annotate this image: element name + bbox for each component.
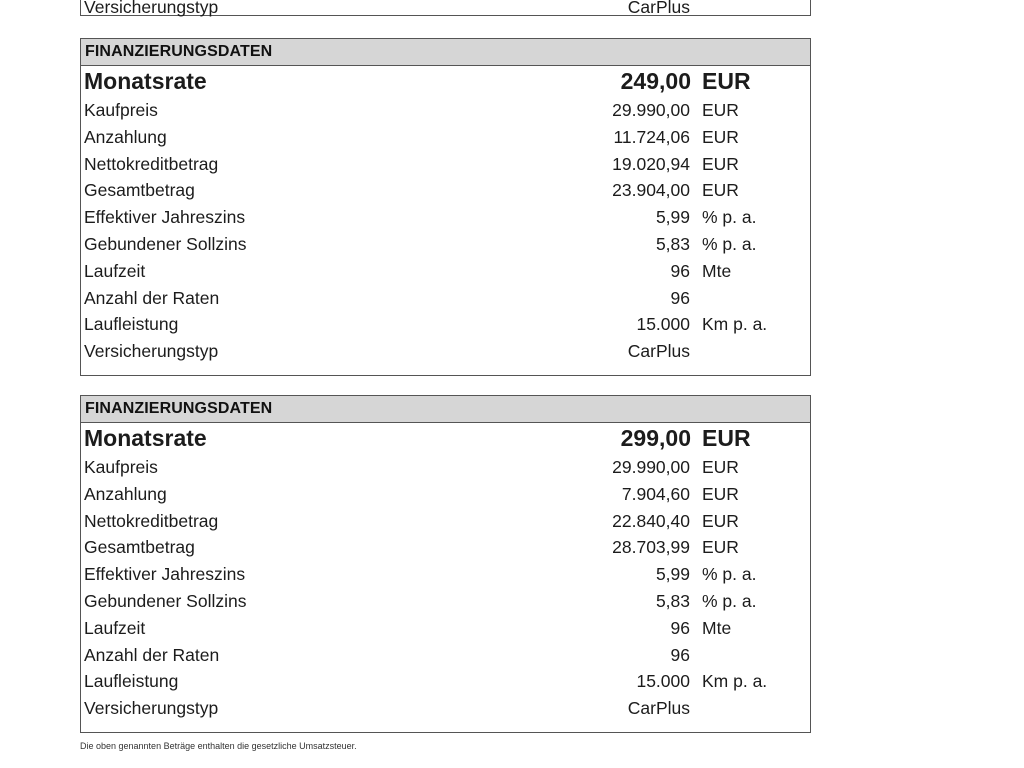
row-label: Anzahlung <box>84 483 167 504</box>
table-row <box>81 311 810 338</box>
row-unit: EUR <box>702 457 739 477</box>
row-unit: EUR <box>702 510 739 531</box>
row-unit: Mte <box>702 260 732 281</box>
table-row <box>81 231 810 258</box>
table-row <box>81 338 810 365</box>
table-row <box>81 695 810 722</box>
row-unit: % p. a. <box>702 590 757 611</box>
table-row <box>81 285 810 312</box>
row-label: Anzahl der Raten <box>84 644 220 665</box>
row-label: Versicherungstyp <box>84 0 219 17</box>
financing-section-1 <box>80 38 811 376</box>
row-value: 19.020,94 <box>612 153 690 174</box>
table-row <box>81 642 810 669</box>
section-header: FINANZIERUNGSDATEN <box>81 396 810 423</box>
previous-financing-table <box>80 0 811 16</box>
row-unit: Km p. a. <box>702 671 768 692</box>
table-row <box>81 481 810 508</box>
row-unit: EUR <box>702 537 739 558</box>
row-unit: EUR <box>702 153 739 174</box>
section-header: FINANZIERUNGSDATEN <box>81 39 810 66</box>
table-row <box>81 124 810 151</box>
row-value: 96 <box>670 644 690 665</box>
row-value: 23.904,00 <box>612 180 690 201</box>
row-value: 5,99 <box>655 564 690 585</box>
row-label: Laufleistung <box>84 314 179 335</box>
monthly-rate-label: Monatsrate <box>84 68 207 94</box>
row-label: Gesamtbetrag <box>84 537 195 558</box>
row-unit: % p. a. <box>702 564 757 585</box>
table-row <box>81 615 810 642</box>
row-value: 5,99 <box>655 207 690 228</box>
table-row <box>81 97 810 124</box>
row-value: 15.000 <box>636 314 690 335</box>
monthly-rate-value: 299,00 <box>620 425 691 451</box>
row-label: Gebundener Sollzins <box>84 233 247 254</box>
row-label: Laufzeit <box>84 617 146 638</box>
table-row <box>81 534 810 561</box>
row-unit: % p. a. <box>702 207 757 228</box>
row-value: 5,83 <box>655 233 690 254</box>
row-label: Nettokreditbetrag <box>84 510 219 531</box>
row-label: Anzahlung <box>84 126 167 147</box>
row-label: Laufleistung <box>84 671 179 692</box>
row-value: 96 <box>670 260 690 281</box>
row-unit: EUR <box>702 126 739 147</box>
row-label: Gesamtbetrag <box>84 180 195 201</box>
row-label: Effektiver Jahreszins <box>84 207 246 228</box>
monthly-rate-label: Monatsrate <box>84 425 207 451</box>
row-value: 7.904,60 <box>621 483 690 504</box>
table-row <box>81 204 810 231</box>
row-unit: Km p. a. <box>702 314 768 335</box>
row-label: Laufzeit <box>84 260 146 281</box>
row-unit: EUR <box>702 180 739 201</box>
row-value: CarPlus <box>627 698 690 719</box>
table-row <box>81 588 810 615</box>
row-value: 29.990,00 <box>612 100 690 120</box>
row-label: Anzahl der Raten <box>84 287 220 308</box>
row-value: 5,83 <box>655 590 690 611</box>
vat-footnote: Die oben genannten Beträge enthalten die gesetzliche Umsatzsteuer. <box>80 741 357 751</box>
row-value: 28.703,99 <box>612 537 690 558</box>
table-row <box>81 561 810 588</box>
table-row <box>81 508 810 535</box>
row-unit: EUR <box>702 483 739 504</box>
row-value: 29.990,00 <box>612 457 690 477</box>
row-label: Versicherungstyp <box>84 341 219 362</box>
row-label: Effektiver Jahreszins <box>84 564 246 585</box>
table-row <box>81 258 810 285</box>
row-label: Kaufpreis <box>84 457 158 477</box>
monthly-rate-value: 249,00 <box>620 68 691 94</box>
monthly-rate-unit: EUR <box>702 68 751 94</box>
row-unit: % p. a. <box>702 233 757 254</box>
row-value: 15.000 <box>636 671 690 692</box>
row-value: 11.724,06 <box>613 126 690 147</box>
table-row <box>81 151 810 178</box>
monthly-rate-unit: EUR <box>702 425 751 451</box>
row-value: CarPlus <box>627 341 690 362</box>
row-value: 96 <box>670 287 690 308</box>
row-label: Versicherungstyp <box>84 698 219 719</box>
monthly-rate-row <box>81 423 810 454</box>
table-row <box>81 0 810 21</box>
table-row <box>81 177 810 204</box>
row-label: Nettokreditbetrag <box>84 153 219 174</box>
table-row <box>81 668 810 695</box>
financing-section-2 <box>80 395 811 733</box>
row-value: 96 <box>670 617 690 638</box>
row-value: CarPlus <box>627 0 690 17</box>
row-unit: EUR <box>702 100 739 120</box>
monthly-rate-row <box>81 66 810 97</box>
row-value: 22.840,40 <box>612 510 690 531</box>
row-label: Kaufpreis <box>84 100 158 120</box>
table-row <box>81 454 810 481</box>
row-label: Gebundener Sollzins <box>84 590 247 611</box>
row-unit: Mte <box>702 617 732 638</box>
